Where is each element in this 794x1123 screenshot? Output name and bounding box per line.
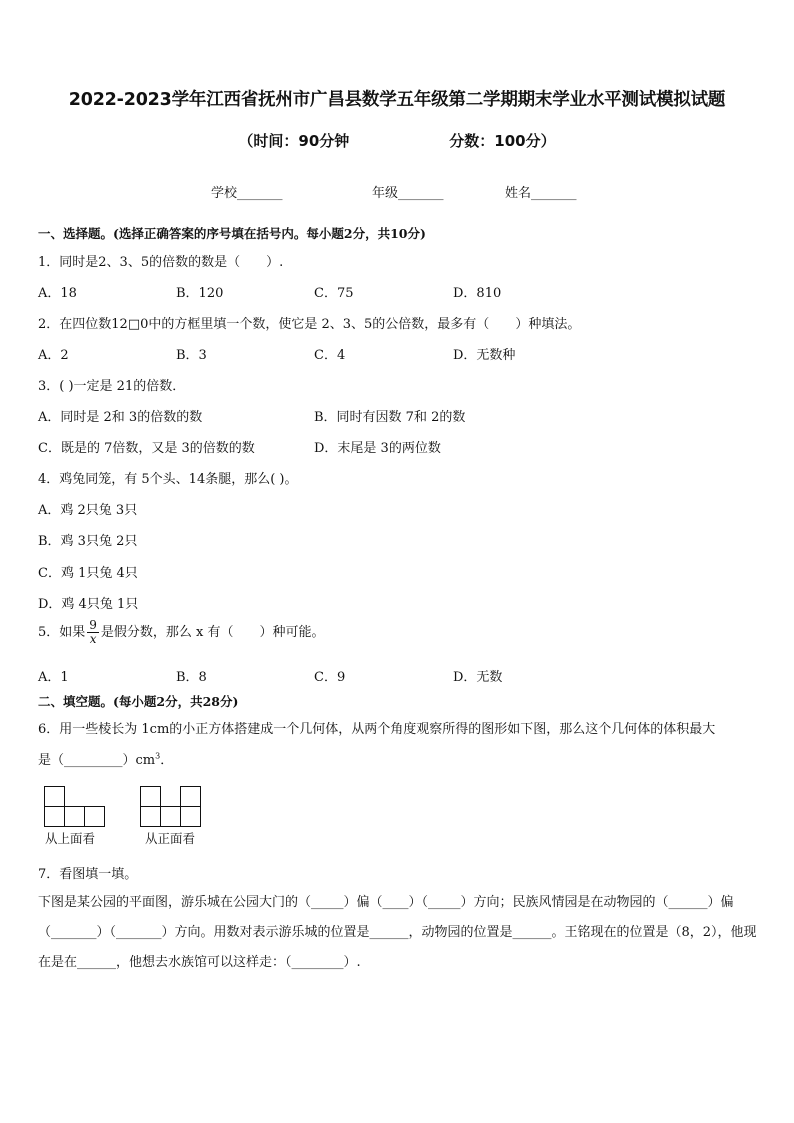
q5-suffix: 是假分数，那么 x 有（ ）种可能。 — [100, 625, 325, 640]
q2-option-d: D．无数种 — [453, 348, 516, 363]
q4-option-a: A．鸡 2只兔 3只 — [38, 503, 138, 518]
q4-option-d: D．鸡 4只兔 1只 — [38, 597, 139, 612]
grade-field: 年级_______ — [372, 186, 444, 201]
page-title: 2022-2023学年江西省抚州市广昌县数学五年级第二学期期末学业水平测试模拟试题 — [68, 90, 726, 110]
exam-subtitle — [0, 130, 794, 151]
grid-square — [84, 806, 105, 827]
question-6-line-1: 6．用一些棱长为 1cm的小正方体搭建成一个几何体，从两个角度观察所得的图形如下图，那么这个几何体的体积最大 — [38, 722, 716, 737]
grid-square — [140, 786, 161, 807]
question-4: 4．鸡兔同笼，有 5个头、14条腿，那么( )。 — [38, 472, 298, 487]
time-label: （时间：90分钟 — [238, 132, 350, 150]
q1-option-b: B．120 — [176, 286, 224, 301]
grid-square — [140, 806, 161, 827]
question-3: 3．( )一定是 21的倍数． — [38, 379, 186, 394]
q3-option-a: A．同时是 2和 3的倍数的数 — [38, 410, 203, 425]
q6-end-punctuation: ． — [160, 753, 174, 768]
fraction-denominator: x — [89, 632, 97, 646]
cube-superscript: 3 — [155, 751, 161, 761]
q1-option-c: C．75 — [314, 286, 354, 301]
question-2: 2．在四位数12□0中的方框里填一个数，使它是 2、3、5的公倍数，最多有（ ）种填法。 — [38, 317, 581, 332]
grid-square — [180, 786, 201, 807]
q6-answer-blank: 是（_________）cm — [38, 753, 156, 768]
question-1: 1．同时是2、3、5的倍数的数是（ ）. — [38, 255, 284, 270]
q4-option-b: B．鸡 3只兔 2只 — [38, 534, 138, 549]
grid-square — [44, 806, 65, 827]
q3-option-b: B．同时有因数 7和 2的数 — [314, 410, 466, 425]
section-heading-fill: 二、填空题。(每小题2分，共28分) — [38, 694, 239, 709]
top-view-caption: 从上面看 — [45, 831, 96, 846]
q2-option-c: C．4 — [314, 348, 346, 363]
q5-option-b: B．8 — [176, 670, 207, 685]
q1-option-a: A．18 — [38, 286, 77, 301]
q5-option-d: D．无数 — [453, 670, 503, 685]
fraction-numerator: 9 — [89, 618, 97, 632]
q5-option-a: A．1 — [38, 670, 69, 685]
q1-option-d: D．810 — [453, 286, 502, 301]
question-7-body: 下图是某公园的平面图，游乐城在公园大门的（_____）偏（____）（_____）方向；民族风情园是在动物园的（______）偏（_______）（_______）方向。用数对表示游乐城的位置是______，动物园的位置是______。王铭现在的位置是（8，2），他现在是在______，他想去水族馆可以这样走：（________）. — [38, 895, 757, 970]
score-label: 分数：100分） — [449, 132, 556, 150]
section-heading-choice: 一、选择题。(选择正确答案的序号填在括号内。每小题2分，共10分) — [38, 226, 426, 241]
question-6-line-2 — [38, 749, 173, 768]
grid-square — [64, 806, 85, 827]
grid-square — [160, 806, 181, 827]
q4-option-c: C．鸡 1只兔 4只 — [38, 566, 138, 581]
q3-option-d: D．末尾是 3的两位数 — [314, 441, 441, 456]
grid-square — [44, 786, 65, 807]
q2-option-b: B．3 — [176, 348, 207, 363]
top-view-figure — [44, 786, 110, 830]
question-5 — [38, 619, 325, 646]
front-view-caption: 从正面看 — [145, 831, 196, 846]
q5-prefix: 5．如果 — [38, 625, 86, 640]
school-field: 学校_______ — [211, 186, 283, 201]
q5-option-c: C．9 — [314, 670, 346, 685]
front-view-figure — [140, 786, 206, 830]
q5-fraction — [87, 619, 99, 646]
grid-square — [180, 806, 201, 827]
q2-option-a: A．2 — [38, 348, 69, 363]
name-field: 姓名_______ — [505, 186, 577, 201]
question-7-title: 7．看图填一填。 — [38, 867, 138, 882]
q3-option-c: C．既是的 7倍数，又是 3的倍数的数 — [38, 441, 255, 456]
